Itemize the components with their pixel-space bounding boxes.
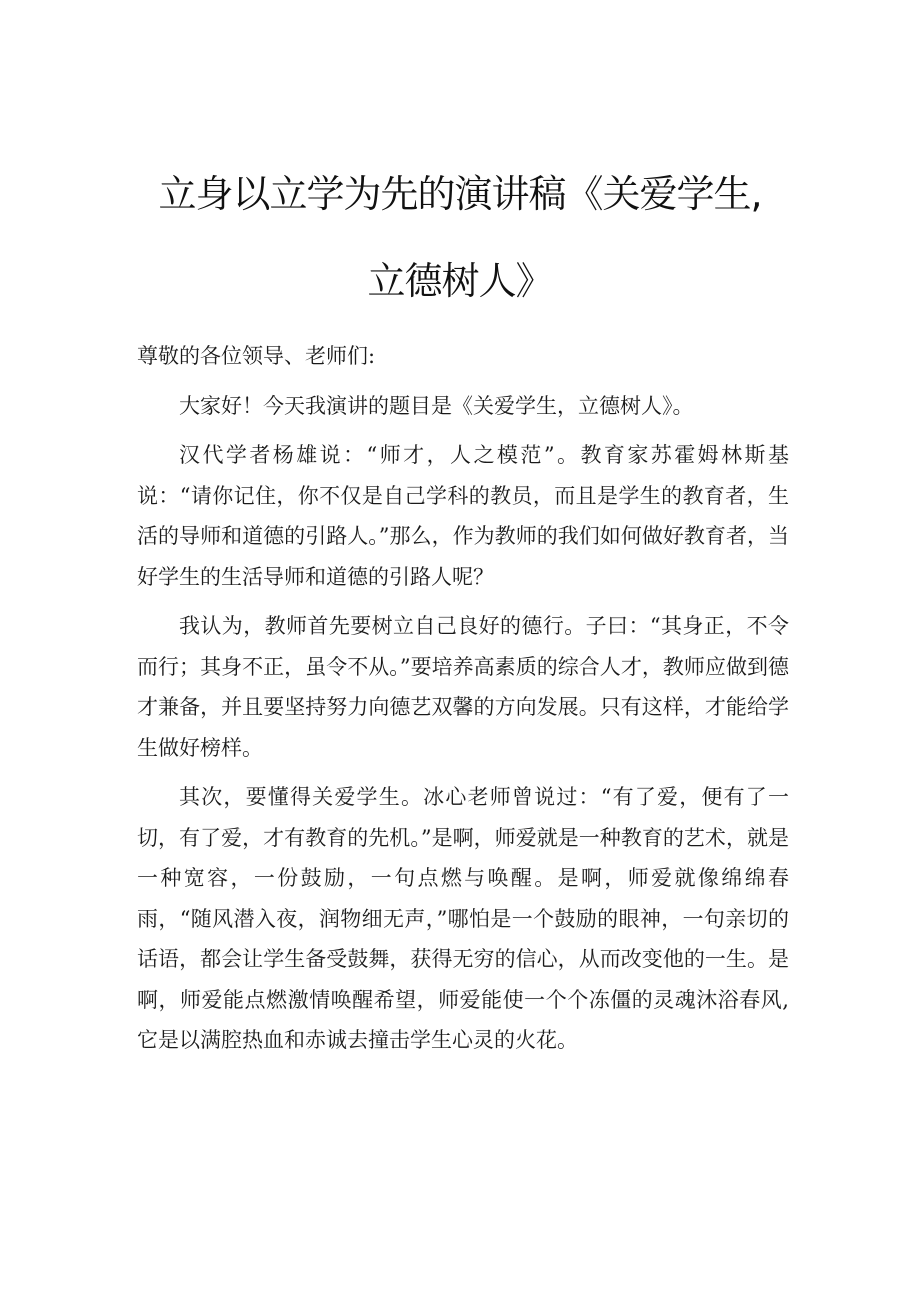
document-title-line-1: 立身以立学为先的演讲稿《关爱学生, xyxy=(158,172,762,216)
paragraph-quotes: 汉代学者杨雄说：“师才，人之模范”。教育家苏霍姆林斯基说：“请你记住，你不仅是自己学科的教员，而且是学生的教育者，生活的导师和道德的引路人。”那么，作为教师的我们如何做好教育者，当好学生的生活导师和道德的引路人呢？ xyxy=(137,443,789,589)
paragraph-greeting: 大家好！今天我演讲的题目是《关爱学生，立德树人》。 xyxy=(179,393,694,418)
document-title-line-2: 立德树人》 xyxy=(367,259,553,303)
document-body xyxy=(137,336,789,1070)
salutation: 尊敬的各位领导、老师们: xyxy=(137,344,376,368)
paragraph-care-for-students: 其次，要懂得关爱学生。冰心老师曾说过：“有了爱，便有了一切，有了爱，才有教育的先机。”是啊，师爱就是一种教育的艺术，就是一种宽容，一份鼓励，一句点燃与唤醒。是啊，师爱就像绵绵春雨，“随风潜入夜，润物细无声，”哪怕是一个鼓励的眼神，一句亲切的话语，都会让学生备受鼓舞，获得无穷的信心，从而改变他的一生。是啊，师爱能点燃激情唤醒希望，师爱能使一个个冻僵的灵魂沐浴春风,它是以满腔热血和赤诚去撞击学生心灵的火花。 xyxy=(137,785,789,1052)
paragraph-teacher-virtue: 我认为，教师首先要树立自己良好的德行。子曰：“其身正，不令而行；其身不正，虽令不从。”要培养高素质的综合人才，教师应做到德才兼备，并且要坚持努力向德艺双馨的方向发展。只有这样，才能给学生做好榜样。 xyxy=(137,614,789,760)
